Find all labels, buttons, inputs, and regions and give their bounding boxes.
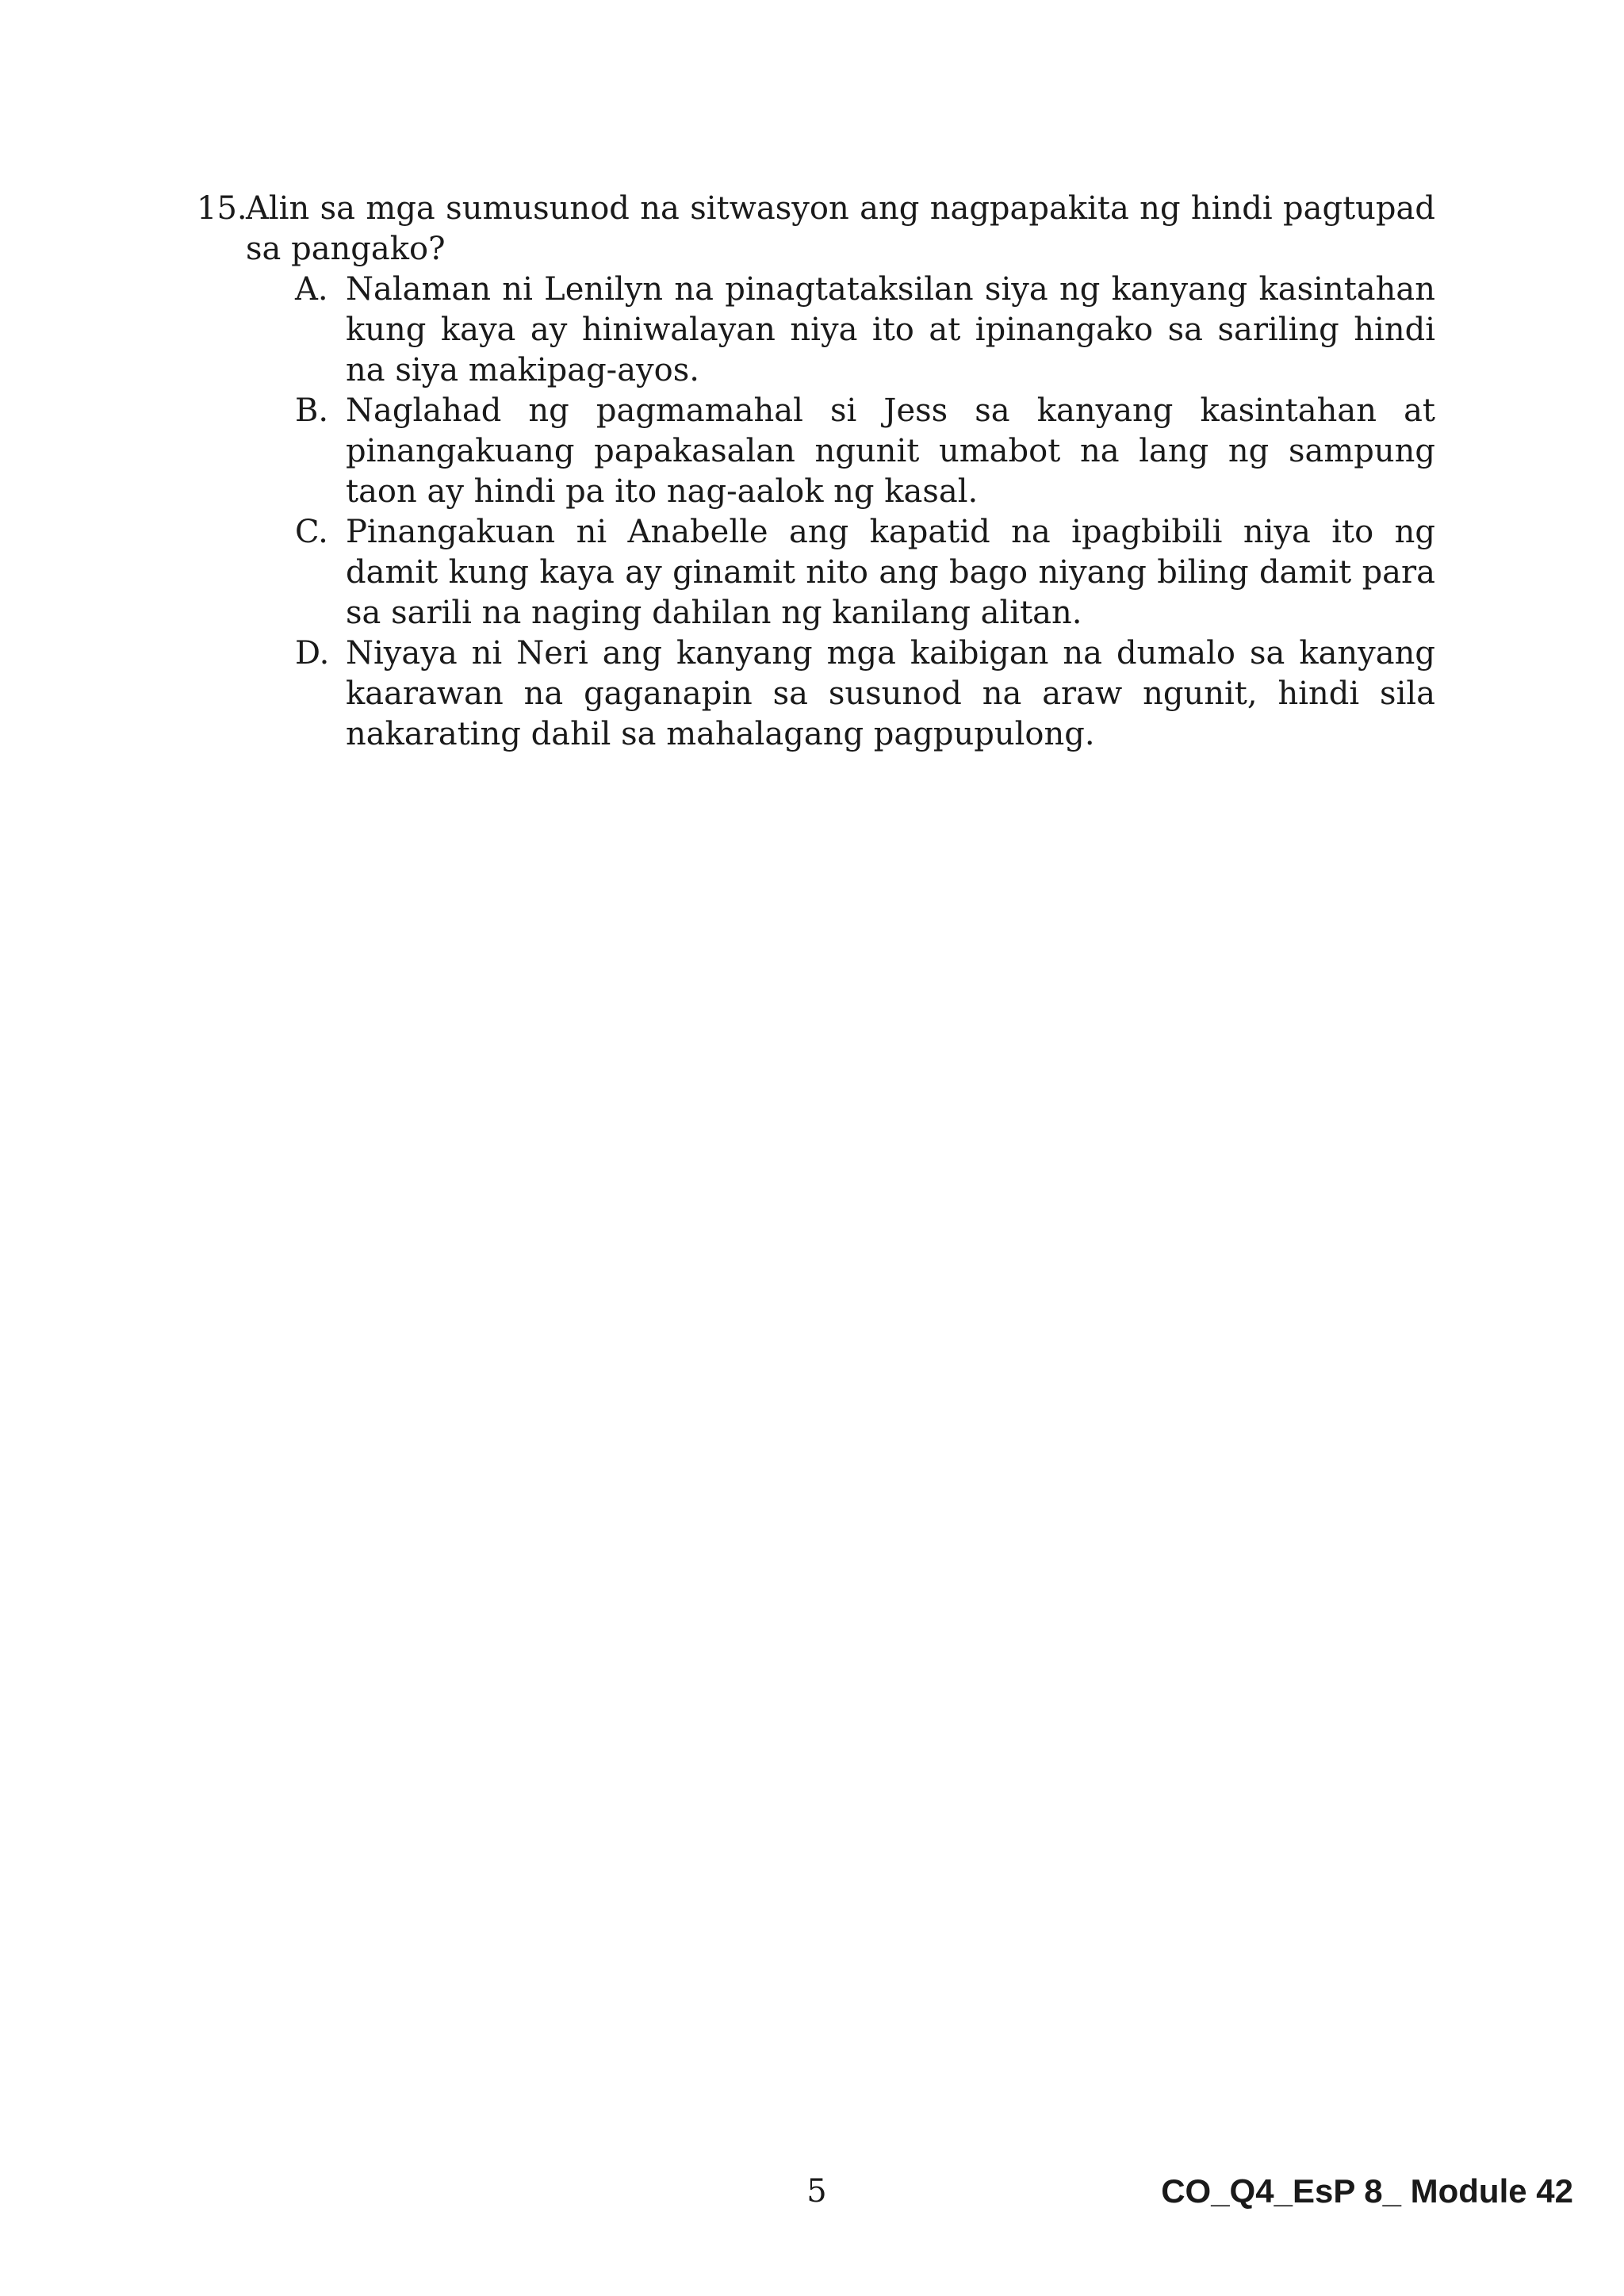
choice-c (295, 512, 1435, 633)
choice-a (295, 270, 1435, 391)
choice-letter: D. (295, 635, 330, 672)
choice-letter: A. (295, 271, 328, 308)
choice-list (295, 270, 1435, 755)
question-stem (197, 189, 1435, 270)
page-number: 5 (806, 2173, 827, 2210)
choice-d (295, 633, 1435, 755)
question-15 (197, 189, 1435, 755)
choice-text: Naglahad ng pagmamahal si Jess sa kanyang kasintahan at pinangakuang papakasalan ngunit umabot na lang ng sampung taon ay hindi pa ito nag-aalok ng kasal. (346, 392, 1435, 510)
question-text: Alin sa mga sumusunod na sitwasyon ang nagpapakita ng hindi pagtupad sa pangako? (246, 190, 1435, 267)
module-code: CO_Q4_EsP 8_ Module 42 (1161, 2172, 1573, 2210)
choice-letter: C. (295, 514, 328, 550)
choice-text: Nalaman ni Lenilyn na pinagtataksilan siya ng kanyang kasintahan kung kaya ay hiniwalayan niya ito at ipinangako sa sariling hindi na siya makipag-ayos. (346, 271, 1435, 388)
question-number: 15. (197, 190, 247, 227)
choice-letter: B. (295, 392, 329, 429)
choice-b (295, 391, 1435, 512)
choice-text: Pinangakuan ni Anabelle ang kapatid na ipagbibili niya ito ng damit kung kaya ay ginamit nito ang bago niyang biling damit para sa sarili na naging dahilan ng kanilang alitan. (346, 514, 1435, 631)
choice-text: Niyaya ni Neri ang kanyang mga kaibigan na dumalo sa kanyang kaarawan na gaganapin sa susunod na araw ngunit, hindi sila nakarating dahil sa mahalagang pagpupulong. (346, 635, 1435, 752)
